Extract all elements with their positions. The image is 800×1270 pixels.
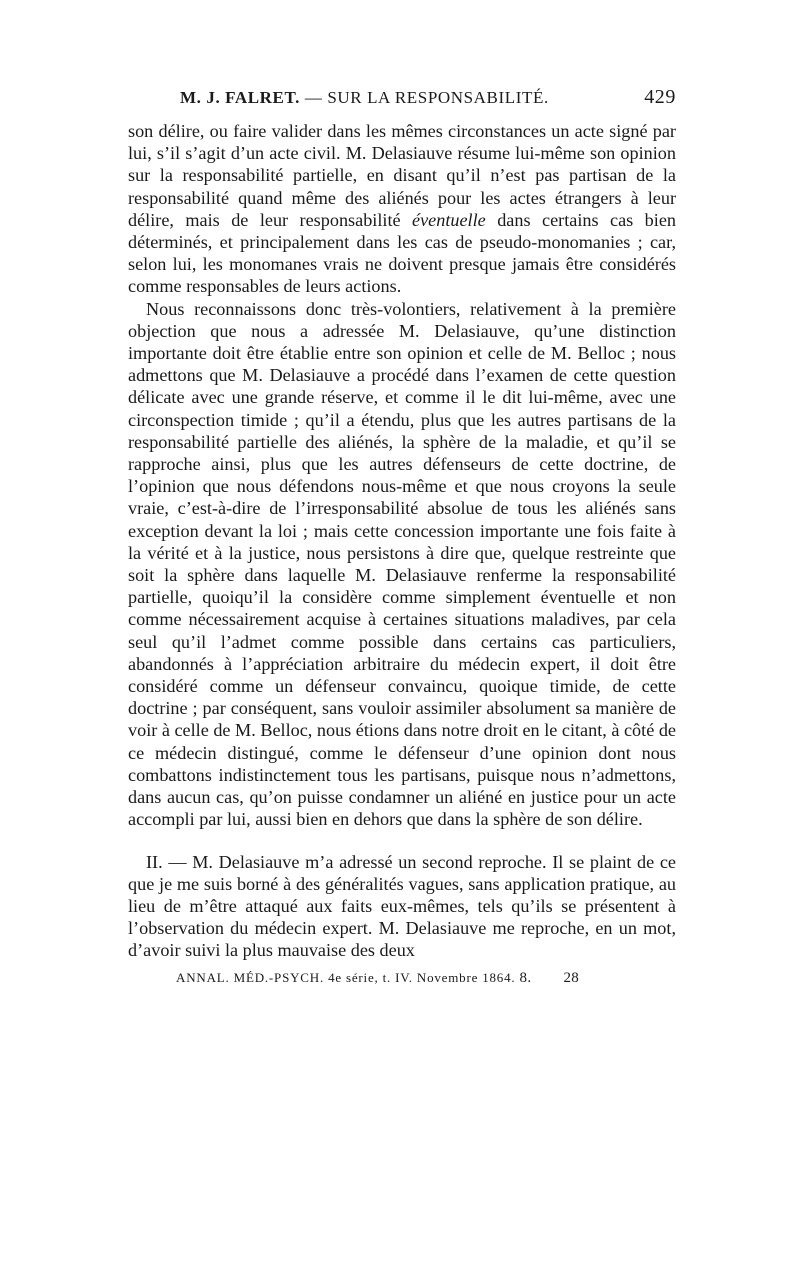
paragraph-1-text-a: son délire, ou faire valider dans les mêmes circonstances un acte signé par lui, s’il s’agit d’un acte civil. M. Delasiauve résume lui-même son opinion sur la responsabilité partielle, en disant qu’il n’est pas partisan de la responsabilité quand même des aliénés pour les actes étrangers à leur délire, mais de leur responsabilité [128,121,676,230]
header-author: M. J. FALRET. [180,88,301,107]
header-dash: — [300,88,328,107]
section-gap [128,831,676,851]
signature-number: 8. [519,969,532,986]
book-page [128,88,676,987]
running-header [128,88,676,120]
paragraph-1-text-b: dans certains cas bien déterminés, et principalement dans les cas de pseudo-monomanies ; car, selon lui, les monomanes vrais ne doivent presque jamais être considérés comme responsables de leurs actions. [128,209,676,297]
paragraph-2: Nous reconnaissons donc très-volontiers, relativement à la première objection que nous a adressée M. Delasiauve, qu’une distinction importante doit être établie entre son opinion et celle de M. Belloc ; nous admettons que M. Delasiauve a procédé dans l’examen de cette question délicate avec une grande réserve, et comme il le dit lui-même, avec une circonspection timide ; qu’il a étendu, plus que les autres partisans de la responsabilité partielle des aliénés, la sphère de la maladie, et qu’il se rapproche ainsi, plus que les autres défenseurs de cette doctrine, de l’opinion que nous défendons nous-même et que nous croyons la seule vraie, c’est-à-dire de l’irresponsabilité absolue de tous les aliénés sans exception devant la loi ; mais cette concession importante une fois faite à la vérité et à la justice, nous persistons à dire que, quelque restreinte que soit la sphère dans laquelle M. Delasiauve renferme la responsabilité partielle, quoiqu’il la considère comme simplement éventuelle et non comme nécessairement acquise à certaines situations maladives, par cela seul qu’il l’admet comme possible dans certains cas particuliers, abandonnés à l’appréciation arbitraire du médecin expert, il doit être considéré comme un défenseur convaincu, quoique timide, de cette doctrine ; par conséquent, sans vouloir assimiler absolument sa manière de voir à celle de M. Belloc, nous étions dans notre droit en le citant, à côté de ce médecin distingué, comme le défenseur d’une opinion dont nous combattons indistinctement tous les partisans, puisque nous n’admettons, dans aucun cas, qu’on puisse condamner un aliéné en justice pour un acte accompli par lui, aussi bien en dehors que dans la sphère de son délire. [128,298,676,830]
paragraph-1-emphasis: éventuelle [412,209,486,230]
journal-reference: ANNAL. MÉD.-PSYCH. 4e série, t. IV. Novembre 1864. [176,969,516,985]
paragraph-1 [128,120,676,298]
running-title [180,88,549,108]
signature-page: 28 [563,969,580,986]
page-number: 429 [644,86,676,108]
paragraph-3-section-ii: II. — M. Delasiauve m’a adressé un second reproche. Il se plaint de ce que je me suis borné à des généralités vagues, sans application pratique, au lieu de m’être attaqué aux faits eux-mêmes, tels qu’ils se présentent à l’observation du médecin expert. M. Delasiauve me reproche, en un mot, d’avoir suivi la plus mauvaise des deux [128,851,676,961]
header-title: SUR LA RESPONSABILITÉ. [327,88,549,107]
signature-footer [128,970,676,987]
